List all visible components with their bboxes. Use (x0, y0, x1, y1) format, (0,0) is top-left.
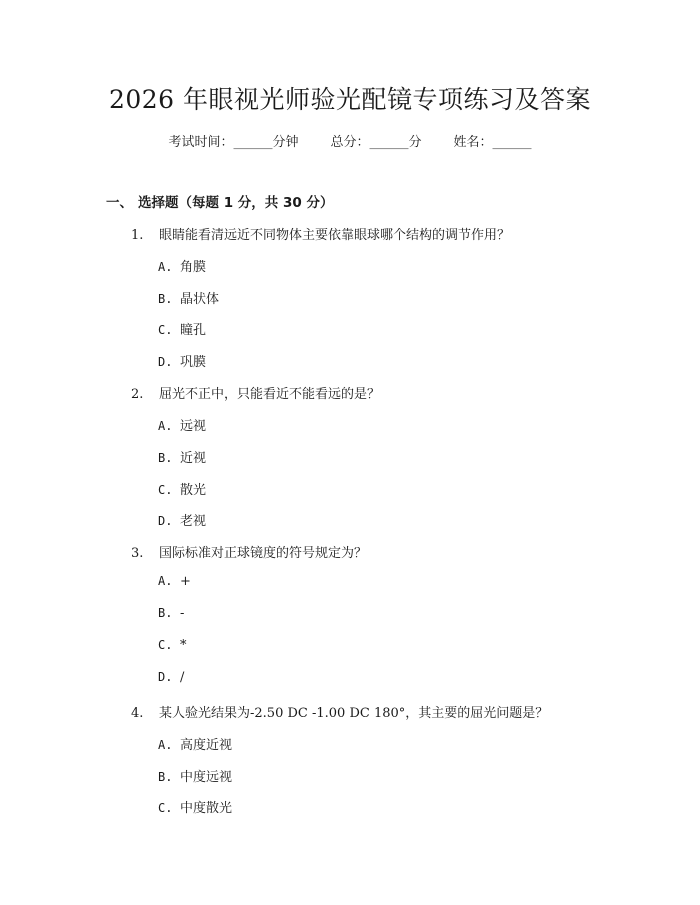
answer-option (158, 415, 206, 434)
answer-option (158, 638, 187, 653)
option-text: 巩膜 (180, 355, 207, 370)
answer-option (158, 670, 184, 685)
answer-option (158, 766, 232, 785)
question-number: 1. (131, 228, 144, 243)
student-name-field: 姓名：______ (453, 135, 532, 150)
section-heading (106, 191, 333, 211)
question-text: 屈光不正中，只能看近不能看远的是？ (159, 387, 381, 402)
question (131, 383, 380, 402)
option-letter: C. (158, 483, 173, 497)
question-text: 国际标准对正球镜度的符号规定为？ (159, 546, 368, 561)
option-letter: C. (158, 638, 173, 652)
section-title: 选择题（每题 1 分，共 30 分） (138, 195, 334, 211)
question-text: 某人验光结果为-2.50 DC -1.00 DC 180°，其主要的屈光问题是？ (159, 706, 549, 721)
question (131, 702, 548, 721)
total-score-field: 总分：______分 (330, 135, 422, 150)
question-number: 3. (131, 546, 144, 561)
option-text: - (180, 606, 185, 621)
option-text: + (180, 574, 191, 589)
answer-option (158, 351, 206, 370)
answer-option (158, 797, 232, 816)
option-text: 中度远视 (180, 770, 233, 785)
section-number: 一、 (106, 195, 133, 211)
option-text: 角膜 (180, 260, 207, 275)
option-text: 中度散光 (180, 801, 233, 816)
option-text: 散光 (180, 483, 207, 498)
option-text: * (180, 638, 187, 653)
option-text: 近视 (180, 451, 207, 466)
option-letter: B. (158, 292, 173, 306)
option-letter: A. (158, 738, 173, 752)
option-text: 瞳孔 (180, 323, 207, 338)
exam-time-field: 考试时间：______分钟 (168, 135, 299, 150)
option-letter: A. (158, 260, 173, 274)
option-letter: D. (158, 670, 173, 684)
option-letter: B. (158, 770, 173, 784)
answer-option (158, 574, 191, 589)
answer-option (158, 319, 206, 338)
exam-info-line (0, 131, 700, 150)
answer-option (158, 447, 206, 466)
question-text: 眼睛能看清远近不同物体主要依靠眼球哪个结构的调节作用？ (159, 228, 511, 243)
option-text: 晶状体 (180, 292, 220, 307)
option-text: 远视 (180, 419, 207, 434)
option-letter: A. (158, 419, 173, 433)
option-letter: D. (158, 355, 173, 369)
option-letter: C. (158, 323, 173, 337)
option-letter: B. (158, 451, 173, 465)
option-letter: B. (158, 606, 173, 620)
option-letter: C. (158, 801, 173, 815)
option-text: 高度近视 (180, 738, 233, 753)
option-letter: A. (158, 574, 173, 588)
option-text: / (180, 670, 185, 685)
question-number: 4. (131, 706, 144, 721)
question (131, 224, 510, 243)
option-text: 老视 (180, 514, 207, 529)
answer-option (158, 510, 206, 529)
answer-option (158, 288, 219, 307)
question-number: 2. (131, 387, 144, 402)
answer-option (158, 256, 206, 275)
page-title: 2026 年眼视光师验光配镜专项练习及答案 (108, 85, 592, 114)
option-letter: D. (158, 514, 173, 528)
answer-option (158, 606, 184, 621)
answer-option (158, 734, 232, 753)
answer-option (158, 479, 206, 498)
question (131, 542, 367, 561)
